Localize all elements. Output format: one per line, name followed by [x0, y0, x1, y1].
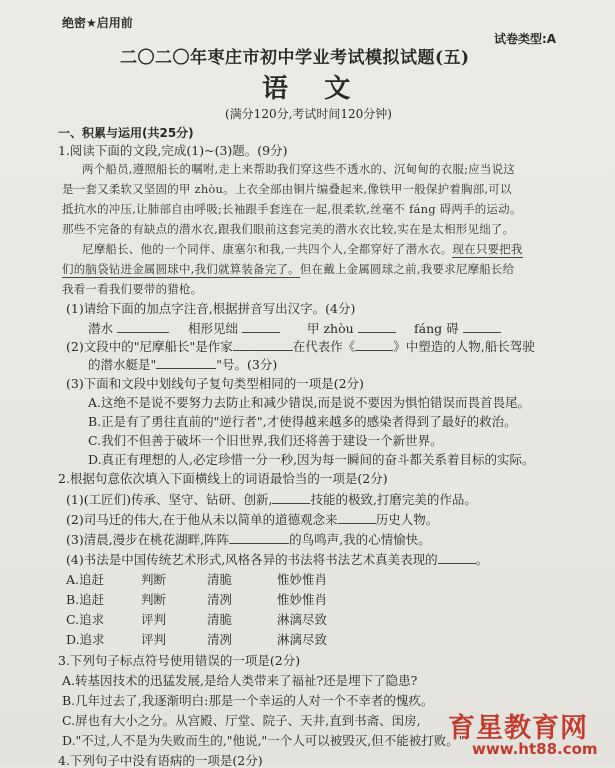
passage-line [82, 244, 523, 256]
pinyin-item-text: 相形见绌 [188, 321, 239, 336]
pinyin-item [188, 322, 280, 336]
option-word: 判断 [141, 572, 167, 587]
q2-text: (3)清晨,漫步在桃花湖畔,阵阵 [66, 532, 230, 547]
q1-2-text: 》中塑造的人物,船长驾驶 [393, 339, 535, 354]
option-item: B.几年过去了,我逐渐明白:那是一个幸运的人对一个不幸者的愧疚。 [62, 693, 434, 708]
answer-blank[interactable] [438, 553, 476, 564]
q2-text: (4)书法是中国传统艺术形式,风格各异的书法将书法艺术真美表现的 [66, 552, 438, 567]
question-2-sentence [66, 493, 477, 507]
option-word: 清脆 [207, 572, 233, 587]
answer-blank[interactable] [355, 340, 393, 351]
question-4-stem: 4.下列句子中没有语病的一项是(2分) [58, 753, 263, 768]
option-word: 惟妙惟肖 [277, 592, 328, 607]
underlined-sentence: 们的脑袋钻进金属圆球中,我们就算装备完了。 [62, 262, 300, 276]
section-title: 一、积累与运用(共25分) [58, 126, 194, 140]
option-word: C.追求 [66, 612, 105, 627]
option-word: D.追求 [66, 632, 105, 647]
q2-text: 历史人物。 [375, 512, 439, 527]
question-2-sentence [66, 553, 488, 567]
option-word: 淋漓尽致 [277, 612, 328, 627]
answer-blank[interactable] [358, 322, 396, 333]
passage-line: 那些不完备的有缺点的潜水衣,跟我们眼前这套完美的潜水衣比较,实在是太相形见绌了。 [62, 222, 515, 236]
answer-blank[interactable] [233, 340, 293, 351]
underlined-sentence: 现在只要把我 [452, 242, 523, 256]
secret-label: 绝密★启用前 [62, 16, 133, 30]
pinyin-item [88, 322, 169, 336]
pinyin-item [414, 322, 501, 336]
option-item: A.这绝不是说不要努力去防止和减少错误,而是说不要因为惧怕错误而畏首畏尾。 [88, 395, 530, 410]
q1-2-text: 在代表作《 [292, 339, 356, 354]
answer-blank[interactable] [117, 322, 169, 333]
question-1-1: (1)请给下面的加点字注音,根据拼音写出汉字。(4分) [66, 301, 356, 316]
pinyin-item-text: fáng 碍 [414, 321, 459, 336]
watermark-logo: 育星教育网 [448, 713, 588, 744]
pinyin-item-text: 甲 zhòu [307, 321, 354, 336]
question-3-stem: 3.下列句子标点符号使用错误的一项是(2分) [58, 653, 301, 668]
answer-blank[interactable] [272, 493, 310, 504]
option-word: 淋漓尽致 [277, 632, 328, 647]
option-item: A.转基因技术的迅猛发展,是给人类带来了福祉?还是埋下了隐患? [62, 673, 418, 688]
passage-text: 但在戴上金属圆球之前,我要求尼摩船长给 [299, 262, 515, 276]
score-time-note: (满分120分,考试时间120分钟) [225, 107, 392, 121]
option-item: D."不过,人不是为失败而生的,"他说,"一个人可以被毁灭,但不能被打败。" [62, 733, 465, 748]
answer-blank[interactable] [242, 322, 280, 333]
option-item: D.真正有理想的人,必定珍惜一分一秒,因为每一瞬间的奋斗都关系着目标的实际。 [88, 452, 535, 467]
option-word: 清冽 [207, 592, 233, 607]
option-item: C.屏也有大小之分。从宫殿、厅堂、院子、天井,直到书斋、闺房, [62, 713, 421, 728]
passage-line: 是一套又柔软又坚固的甲 zhòu。上衣全部由铜片编叠起来,像铁甲一般保护着胸部,可以 [62, 182, 512, 196]
q1-2-text: (2)文段中的"尼摩船长"是作家 [66, 339, 233, 354]
answer-blank[interactable] [156, 358, 216, 369]
option-word: 惟妙惟肖 [277, 572, 328, 587]
q2-text: 技能的极致,打磨完美的作品。 [310, 492, 477, 507]
answer-blank[interactable] [338, 513, 376, 524]
question-2-sentence [66, 513, 438, 527]
option-word: 清冽 [207, 632, 233, 647]
option-word: A.追赶 [66, 572, 105, 587]
passage-text: 尼摩船长、他的一个同伴、康塞尔和我,一共四个人,全都穿好了潜水衣。 [82, 242, 453, 256]
question-1-stem: 1.阅读下面的文段,完成(1)~(3)题。(9分) [58, 143, 288, 158]
answer-blank[interactable] [463, 322, 501, 333]
option-word: 评判 [141, 612, 167, 627]
question-2-stem: 2.根据句意依次填入下面横线上的词语最恰当的一项是(2分) [58, 471, 388, 486]
subject-title: 语 文 [262, 74, 351, 104]
answer-blank[interactable] [229, 533, 289, 544]
question-1-2-cont [88, 358, 277, 372]
option-item: C.我们不但善于破坏一个旧世界,我们还将善于建设一个新世界。 [88, 433, 443, 448]
question-2-sentence [66, 533, 431, 547]
question-1-3: (3)下面和文段中划线句子复句类型相同的一项是(2分) [66, 376, 364, 391]
exam-title: 二〇二〇年枣庄市初中学业考试模拟试题(五) [120, 48, 470, 68]
question-1-2 [66, 340, 535, 354]
q2-text: (2)司马迁的伟大,在于他从未以简单的道德观念来 [66, 512, 338, 527]
watermark-url: www.ht88.com [472, 740, 598, 758]
option-word: 评判 [141, 632, 167, 647]
option-word: 清脆 [207, 612, 233, 627]
pinyin-item [307, 322, 396, 336]
site-watermark [448, 706, 615, 763]
option-item: B.正是有了勇往直前的"逆行者",才使得越来越多的感染者得到了最好的救治。 [88, 414, 517, 429]
pinyin-item-text: 潜水 [88, 321, 114, 336]
q2-text: 的鸟鸣声,我的心情愉快。 [289, 532, 431, 547]
q1-2-text: 的潜水艇是" [88, 357, 157, 372]
q1-2-text: "号。(3分) [216, 357, 278, 372]
passage-line [62, 264, 514, 276]
q2-text: 。 [475, 552, 489, 567]
option-word: B.追赶 [66, 592, 105, 607]
passage-line: 抵抗水的冲压,让肺部自由呼吸;长袖跟手套连在一起,很柔软,丝毫不 fáng 碍两手的运动。 [62, 202, 522, 216]
q2-text: (1)(工匠们)传承、坚守、钻研、创新, [66, 492, 273, 507]
option-word: 判断 [141, 592, 167, 607]
passage-line: 我看一看我们要带的猎枪。 [62, 282, 203, 296]
paper-type-label: 试卷类型:A [494, 32, 557, 46]
passage-line: 两个船员,遵照船长的嘱咐,走上来帮助我们穿这些不透水的、沉甸甸的衣服;应当说这 [82, 162, 515, 176]
